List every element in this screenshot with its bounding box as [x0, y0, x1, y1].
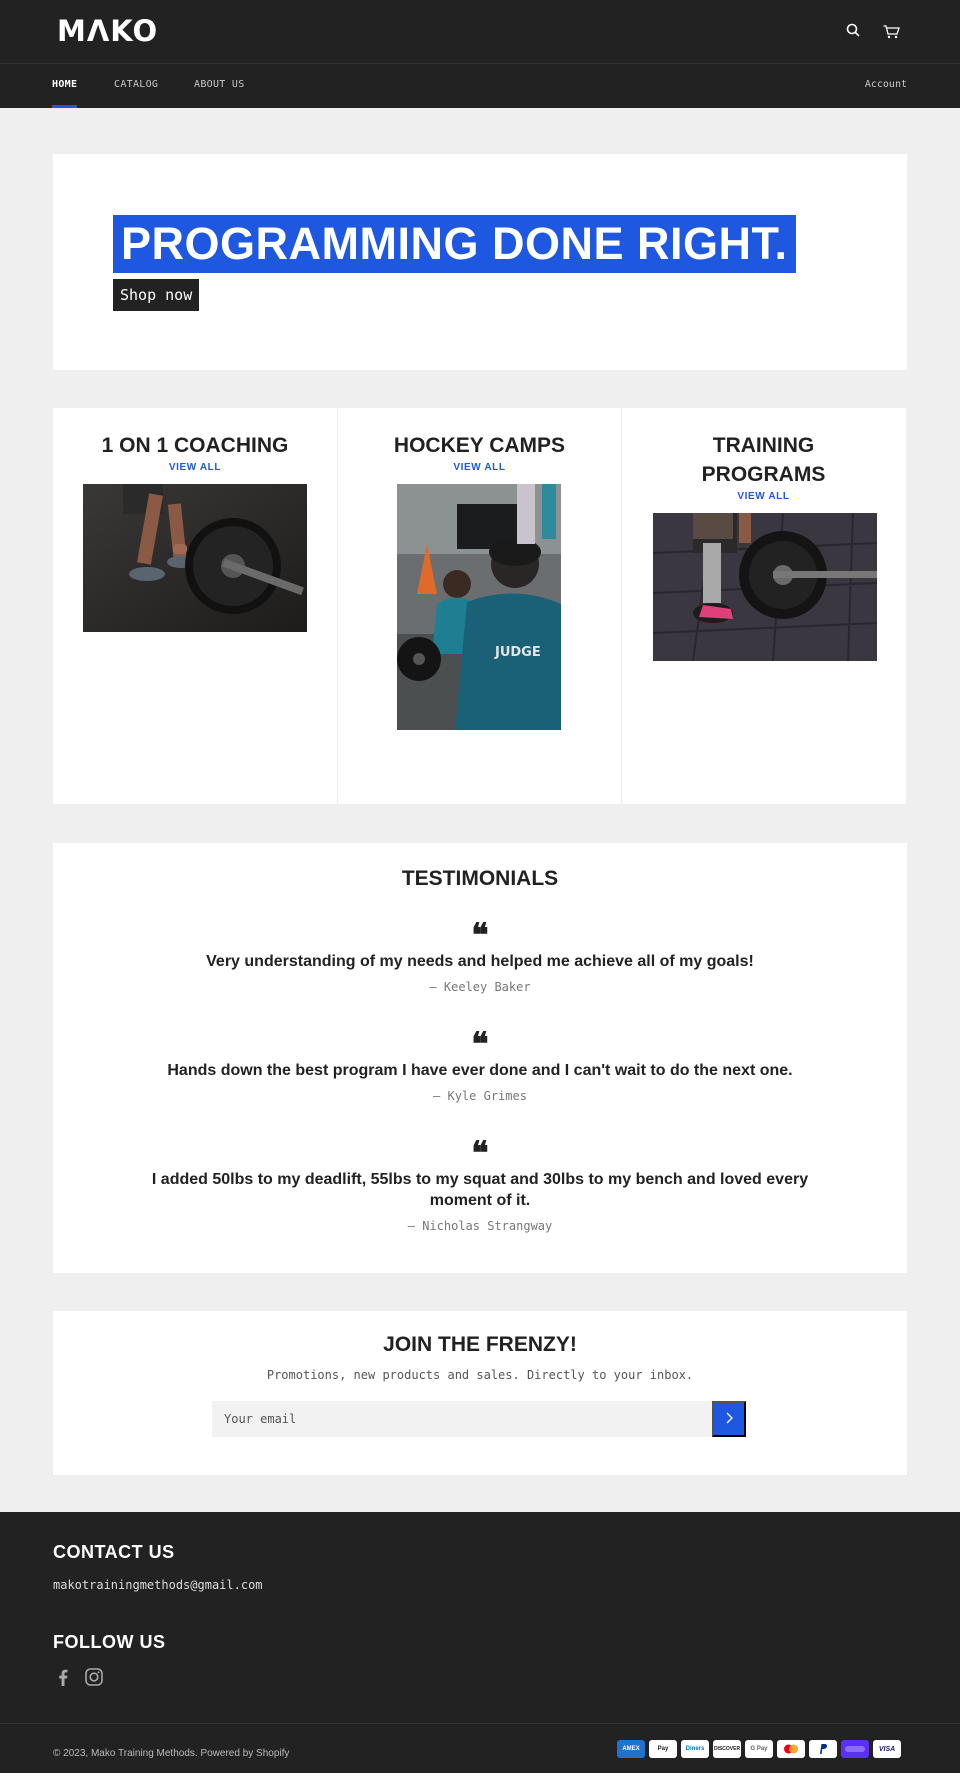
cart-icon[interactable]: [881, 22, 901, 42]
testimonial-author: — Kyle Grimes: [433, 1089, 527, 1103]
newsletter-section: [53, 1311, 907, 1475]
nav-active-indicator: [52, 105, 77, 108]
newsletter-subtitle: Promotions, new products and sales. Directly to your inbox.: [266, 1368, 694, 1382]
nav-account-link[interactable]: Account: [864, 79, 907, 90]
testimonial-text: Hands down the best program I have ever done and I can't wait to do the next one.: [167, 1062, 793, 1079]
diners-club-icon: Diners: [681, 1740, 709, 1758]
search-icon[interactable]: [843, 20, 863, 40]
nav-item-about-us[interactable]: ABOUT US: [194, 79, 245, 90]
collection-grid: [53, 408, 906, 804]
facebook-icon[interactable]: [53, 1667, 73, 1687]
quote-icon: ❝: [471, 916, 489, 954]
testimonial-text: Very understanding of my needs and helped me achieve all of my goals!: [206, 953, 754, 970]
contact-title: CONTACT US: [53, 1542, 175, 1562]
site-header: [0, 0, 960, 108]
instagram-icon[interactable]: [84, 1667, 104, 1687]
barbell-lift-image[interactable]: [653, 513, 877, 661]
site-logo[interactable]: MΛKO: [57, 14, 159, 48]
chevron-right-icon: [725, 1412, 733, 1427]
header-top-bar: [0, 0, 960, 64]
discover-icon: DISCOVER: [713, 1740, 741, 1758]
email-field[interactable]: [212, 1401, 712, 1437]
testimonials-title: TESTIMONIALS: [401, 867, 559, 890]
quote-icon: ❝: [471, 1134, 489, 1172]
view-all-link[interactable]: VIEW ALL: [453, 462, 506, 473]
apple-pay-icon: Pay: [649, 1740, 677, 1758]
payment-icons: [617, 1740, 901, 1758]
shop-pay-icon: [841, 1740, 869, 1758]
svg-text:JUDGE: JUDGE: [495, 645, 541, 660]
hero-title: PROGRAMMING DONE RIGHT.: [113, 215, 796, 273]
google-pay-icon: G Pay: [745, 1740, 773, 1758]
mastercard-icon: [777, 1740, 805, 1758]
view-all-link[interactable]: VIEW ALL: [737, 491, 790, 502]
paypal-icon: [809, 1740, 837, 1758]
visa-icon: VISA: [873, 1740, 901, 1758]
collection-title: 1 ON 1 COACHING: [101, 434, 289, 457]
follow-title: FOLLOW US: [53, 1632, 166, 1652]
nav-item-catalog[interactable]: CATALOG: [114, 79, 159, 90]
copyright-text: © 2023, Mako Training Methods. Powered by Shopify: [53, 1748, 290, 1759]
nav-item-home[interactable]: HOME: [52, 79, 78, 90]
collection-title: HOCKEY CAMPS: [393, 434, 566, 457]
newsletter-submit-button[interactable]: [712, 1401, 746, 1437]
quote-icon: ❝: [471, 1025, 489, 1063]
view-all-link[interactable]: VIEW ALL: [168, 462, 222, 473]
amex-icon: AMEX: [617, 1740, 645, 1758]
collection-title: TRAINING PROGRAMS: [701, 434, 826, 486]
deadlift-barbell-image[interactable]: [83, 484, 307, 632]
site-footer: [0, 1512, 960, 1773]
collection-card-hockey-camps[interactable]: [337, 408, 621, 804]
judge-gym-image[interactable]: [397, 484, 561, 730]
main-nav: [0, 64, 960, 108]
testimonial-text: I added 50lbs to my deadlift, 55lbs to my squat and 30lbs to my bench and loved every moment of it.: [151, 1171, 809, 1209]
testimonial-author: — Nicholas Strangway: [407, 1219, 553, 1233]
testimonial-author: — Keeley Baker: [429, 980, 531, 994]
collection-card-training-programs[interactable]: [621, 408, 905, 804]
footer-divider: [0, 1723, 960, 1724]
hero-banner: [53, 154, 907, 370]
newsletter-title: JOIN THE FRENZY!: [383, 1333, 577, 1356]
collection-card-coaching[interactable]: [53, 408, 337, 804]
shop-now-button[interactable]: Shop now: [113, 279, 199, 311]
contact-email-link[interactable]: makotrainingmethods@gmail.com: [53, 1578, 263, 1592]
testimonials-section: [53, 843, 907, 1273]
